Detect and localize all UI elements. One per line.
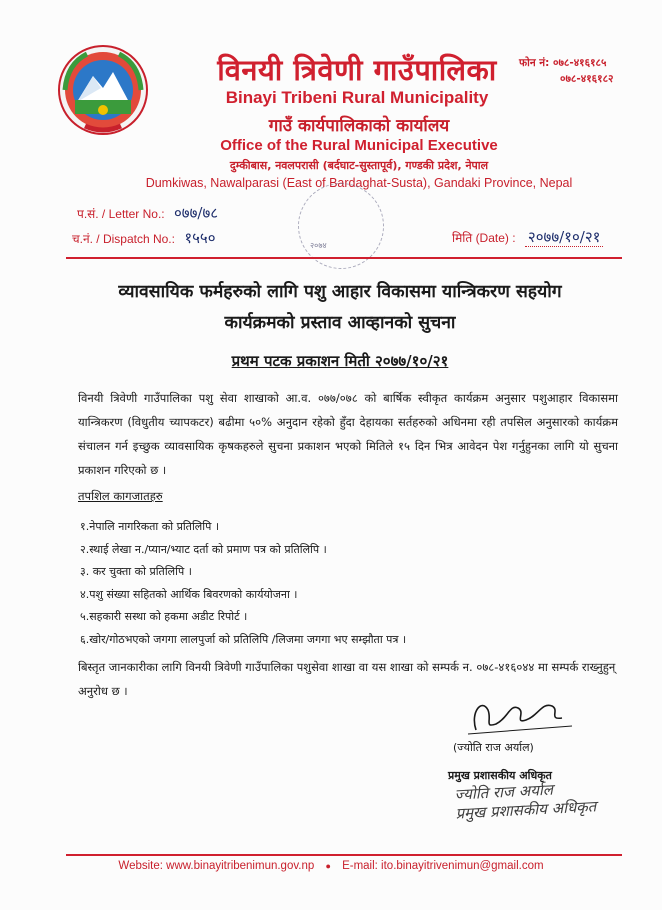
documents-list — [80, 516, 406, 651]
phone-line-1 — [519, 56, 606, 70]
municipality-name-nepali: विनयी त्रिवेणी गाउँपालिका — [217, 53, 497, 87]
address-english: Dumkiwas, Nawalparasi (East of Bardaghat-Susta), Gandaki Province, Nepal — [145, 176, 573, 190]
header-divider — [66, 257, 622, 259]
notice-title-line-2: कार्यक्रमको प्रस्ताव आव्हानको सुचना — [224, 313, 456, 333]
dispatch-number-value: १५५० — [184, 229, 216, 247]
phone-number-2: ०७८-४१६१८२ — [560, 73, 614, 85]
signatory-stamp — [454, 778, 597, 823]
footer-website[interactable]: Website: www.binayitribenimun.gov.np — [118, 860, 315, 872]
date-row — [452, 227, 603, 247]
contact-paragraph: बिस्तृत जानकारीका लागि विनयी त्रिवेणी गाउँपालिका पशुसेवा शाखा वा यस शाखा को सम्पर्क न. ०७८-४१६०४४ मा सम्पर्क राख्नुहुन् अनुरोध छ । — [78, 660, 616, 698]
signatory-name: (ज्योति राज अर्याल) — [453, 741, 534, 754]
document-item: ४.पशु संख्या सहितको आर्थिक बिवरणको कार्ययोजना । — [80, 587, 298, 601]
date-label: मिति (Date) : — [452, 231, 516, 245]
office-stamp-text: २०७४ — [310, 241, 327, 250]
notice-title — [60, 277, 620, 339]
municipality-name-english: Binayi Tribeni Rural Municipality — [225, 88, 489, 107]
letter-number-row — [77, 203, 218, 223]
office-name-nepali: गाउँ कार्यपालिकाको कार्यालय — [268, 116, 450, 136]
document-item: २.स्थाई लेखा न./प्यान/भ्याट दर्ता को प्रमाण पत्र को प्रतिलिपि । — [80, 542, 327, 556]
footer — [0, 860, 662, 872]
dispatch-number-row — [72, 228, 216, 248]
notice-body: विनयी त्रिवेणी गाउँपालिका पशु सेवा शाखाको आ.व. ०७७/०७८ को बार्षिक स्वीकृत कार्यक्रम अनुसार पशुआहार विकासमा यान्त्रिकरण (विधुतीय च्यापकटर) बढीमा ५०% अनुदान रहेको हुँदा देहायका सर्तहरुको अधिनमा रही तपसिल अनुसारको कार्यक्रम संचालन गर्न इच्छुक व्यावसायिक कृषकहरुले सुचना प्रकाशन भएको मितिले १५ दिन भित्र आवेदन पेश गर्नुहुनका लागि यो सुचना प्रकाशन गरिएको छ । — [78, 391, 618, 477]
notice-title-line-1: व्यावसायिक फर्महरुको लागि पशु आहार विकासमा यान्त्रिकरण सहयोग — [118, 282, 562, 302]
signatory-title: प्रमुख प्रशासकीय अधिकृत — [448, 769, 552, 782]
office-name-english: Office of the Rural Municipal Executive — [220, 137, 498, 154]
phone-label: फोन नं: — [519, 57, 550, 69]
footer-divider — [66, 854, 622, 856]
letter-number-value: ०७७/७८ — [173, 204, 219, 222]
notice-subtitle — [60, 351, 620, 371]
documents-heading: तपशिल कागजातहरु — [78, 489, 163, 503]
publication-date-heading: प्रथम पटक प्रकाशन मिती २०७७/१०/२१ — [231, 352, 449, 370]
footer-email[interactable]: E-mail: ito.binayitrivenimun@gmail.com — [342, 860, 544, 872]
phone-number-1: ०७८-४१६१८५ — [552, 57, 607, 69]
document-item: ६.खोर/गोठभएको जगगा लालपुर्जा को प्रतिलिपि /लिजमा जगगा भए सम्झौता पत्र । — [80, 632, 407, 646]
letter-number-label: प.सं. / Letter No.: — [77, 207, 165, 221]
document-item: ३. कर चुक्ता को प्रतिलिपि । — [80, 565, 192, 578]
handwritten-signature — [462, 690, 582, 736]
signatory-stamp-title: प्रमुख प्रशासकीय अधिकृत — [455, 797, 597, 823]
date-value: २०७७/१०/२१ — [525, 228, 604, 247]
footer-separator-icon: ● — [325, 861, 331, 871]
dispatch-number-label: च.नं. / Dispatch No.: — [72, 232, 175, 246]
document-item: ५.सहकारी सस्था को हकमा अडीट रिपोर्ट । — [80, 610, 248, 623]
address-nepali: दुम्कीबास, नवलपरासी (बर्दघाट-सुस्तापूर्व), गण्डकी प्रदेश, नेपाल — [229, 159, 489, 172]
signatory-stamp-name: ज्योति राज अर्याल — [454, 780, 554, 804]
document-item: १.नेपालि नागरिकता को प्रतिलिपि । — [80, 520, 220, 533]
